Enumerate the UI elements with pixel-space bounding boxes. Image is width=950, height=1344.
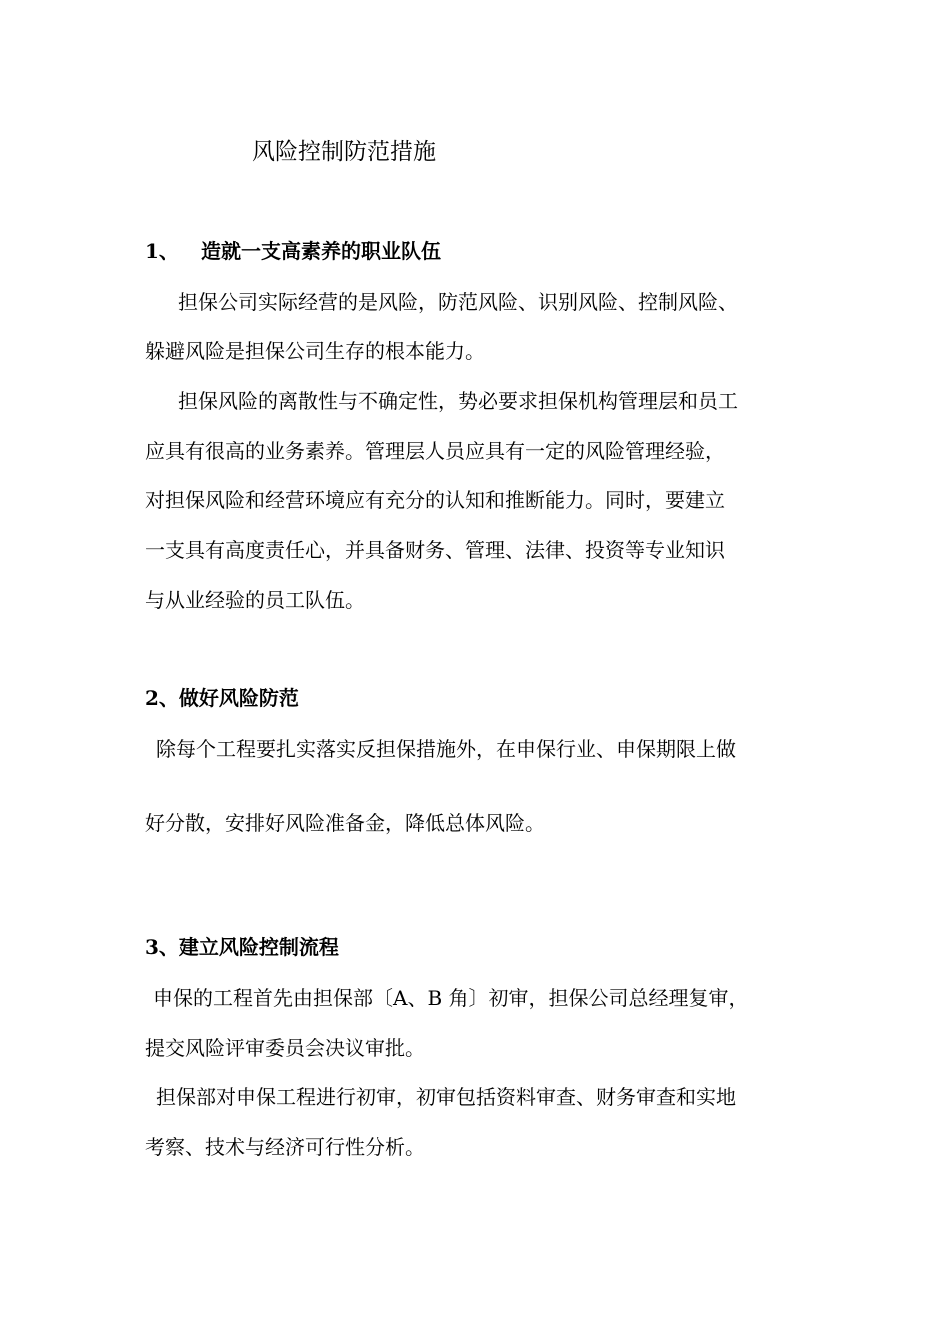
section-1-heading <box>145 236 441 266</box>
section-1-number: 1、 <box>145 239 179 263</box>
section-2-line: 好分散，安排好风险准备金，降低总体风险。 <box>145 811 545 835</box>
section-1-line: 与从业经验的员工队伍。 <box>145 588 365 612</box>
document-title: 风险控制防范措施 <box>252 139 436 165</box>
section-1-line: 对担保风险和经营环境应有充分的认知和推断能力。同时，要建立 <box>145 488 725 512</box>
section-1-line: 躲避风险是担保公司生存的根本能力。 <box>145 339 485 363</box>
section-3-line: 担保部对申保工程进行初审，初审包括资料审查、财务审查和实地 <box>156 1085 736 1109</box>
section-2-heading: 2、做好风险防范 <box>145 686 299 710</box>
section-3-heading: 3、建立风险控制流程 <box>145 935 339 959</box>
section-1-line: 应具有很高的业务素养。管理层人员应具有一定的风险管理经验， <box>145 439 725 463</box>
section-1-line: 一支具有高度责任心，并具备财务、管理、法律、投资等专业知识 <box>145 538 725 562</box>
section-3-line: 申保的工程首先由担保部〔A、B 角〕初审，担保公司总经理复审， <box>153 986 749 1010</box>
section-2-line: 除每个工程要扎实落实反担保措施外，在申保行业、申保期限上做 <box>156 737 736 761</box>
section-3-line: 考察、技术与经济可行性分析。 <box>145 1135 425 1159</box>
section-3-line: 提交风险评审委员会决议审批。 <box>145 1036 425 1060</box>
section-1-title: 造就一支高素养的职业队伍 <box>201 239 441 263</box>
section-1-line: 担保公司实际经营的是风险，防范风险、识别风险、控制风险、 <box>178 290 738 314</box>
section-1-line: 担保风险的离散性与不确定性，势必要求担保机构管理层和员工 <box>178 389 738 413</box>
